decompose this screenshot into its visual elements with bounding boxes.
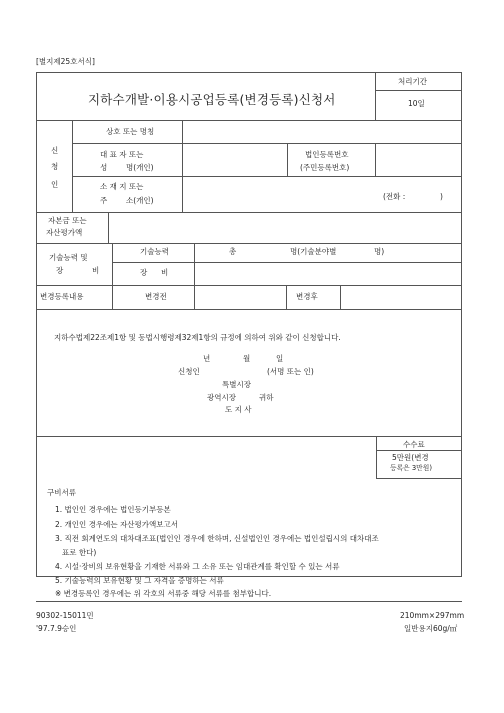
document-item: ※ 변경등록인 경우에는 위 각호의 서류중 해당 서류를 첨부합니다. [55,589,272,598]
capital-label-1: 자본금 또는 [48,216,87,225]
applicant-side-label-3: 인 [51,180,59,189]
address-label-1: 소 재 지 또는 [100,182,144,191]
capital-field[interactable] [109,213,461,243]
date-day-label: 일 [276,354,284,363]
recipient-governor: 도 지 사 [225,405,252,414]
phone-close: ) [440,192,443,201]
change-after-label: 변경후 [296,292,318,301]
phone-label: (전화 : [383,192,406,201]
form-number-label: [별지제25호서식] [36,57,95,66]
fee-amount-line2: 등록은 3만원) [390,464,432,472]
document-item: 표로 한다) [62,548,97,557]
capital-label-2: 자산평가액 [46,228,83,237]
document-item: 1. 법인인 경우에는 법인등기부등본 [55,505,171,514]
date-month-label: 월 [243,354,251,363]
document-item: 2. 개인인 경우에는 자산평가액보고서 [55,520,178,529]
trade-name-field[interactable] [183,121,461,143]
equipment-field[interactable] [195,263,461,284]
change-after-field[interactable] [341,286,461,308]
paper-size: 210mm×297mm [400,611,465,620]
representative-label-1: 대 표 자 또는 [100,150,144,159]
address-label-2a: 주 [100,196,108,205]
tech-side-label-2b: 비 [92,266,100,275]
fee-label: 수수료 [403,440,425,449]
recipient-honorific: 귀하 [259,393,274,402]
paper-type: 일반용지60g/㎡ [404,624,458,633]
sign-or-seal-label: (서명 또는 인) [267,367,314,376]
statement-body: 지하수법제22조제1항 및 동법시행령제32제1항의 규정에 의하여 위와 같이 신청합니다. [54,333,341,342]
address-field[interactable] [183,177,461,212]
applicant-sign-label: 신청인 [178,367,200,376]
representative-label-2b: 명(개인) [126,163,154,172]
equipment-label-a: 장 [140,268,148,277]
processing-period-label: 처리기간 [398,77,427,86]
change-before-label: 변경전 [145,292,167,301]
tech-side-label-2a: 장 [56,266,64,275]
fee-amount-line1: 5만원(변경 [392,453,429,462]
document-item: 4. 시설·장비의 보유현황을 기재한 서류와 그 소유 또는 임대관계를 확인할 수 있는 서류 [55,562,340,571]
tech-total-label-a: 총 [229,247,237,256]
applicant-side-label-2: 청 [51,162,59,171]
trade-name-label: 상호 또는 명칭 [106,127,155,136]
tech-ability-label: 기술능력 [140,247,169,256]
representative-label-2a: 성 [100,163,108,172]
tech-total-label-b: 명(기술분야별 [290,247,337,256]
form-title: 지하수개발·이용시공업등록(변경등록)신청서 [88,92,336,107]
corp-reg-no-label-2: (주민등록번호) [300,163,350,172]
corp-reg-no-field[interactable] [376,144,461,176]
recipient-metro-city: 광역시장 [207,393,236,402]
date-year-label: 년 [203,354,211,363]
address-label-2b: 소(개인) [126,196,154,205]
applicant-side-label-1: 신 [51,146,59,155]
recipient-special-city: 특별시장 [222,380,251,389]
document-item: 3. 직전 회계연도의 대차대조표(법인인 경우에 한하며, 신설법인인 경우에는 법인설립시의 대차대조 [55,534,379,543]
approval-date: '97.7.9승인 [36,624,77,633]
documents-heading: 구비서류 [47,488,76,497]
change-before-field[interactable] [195,286,285,308]
document-item: 5. 기술능력의 보유현황 및 그 자격을 증명하는 서류 [55,576,224,585]
tech-total-label-c: 명) [374,247,385,256]
tech-side-label-1: 기술능력 및 [49,253,88,262]
change-reg-label: 변경등록내용 [40,292,84,301]
corp-reg-no-label-1: 법인등록번호 [305,150,349,159]
representative-field[interactable] [183,144,286,176]
form-code: 90302-15011민 [36,611,94,620]
processing-period-value: 10일 [408,99,425,108]
equipment-label-b: 비 [161,268,169,277]
